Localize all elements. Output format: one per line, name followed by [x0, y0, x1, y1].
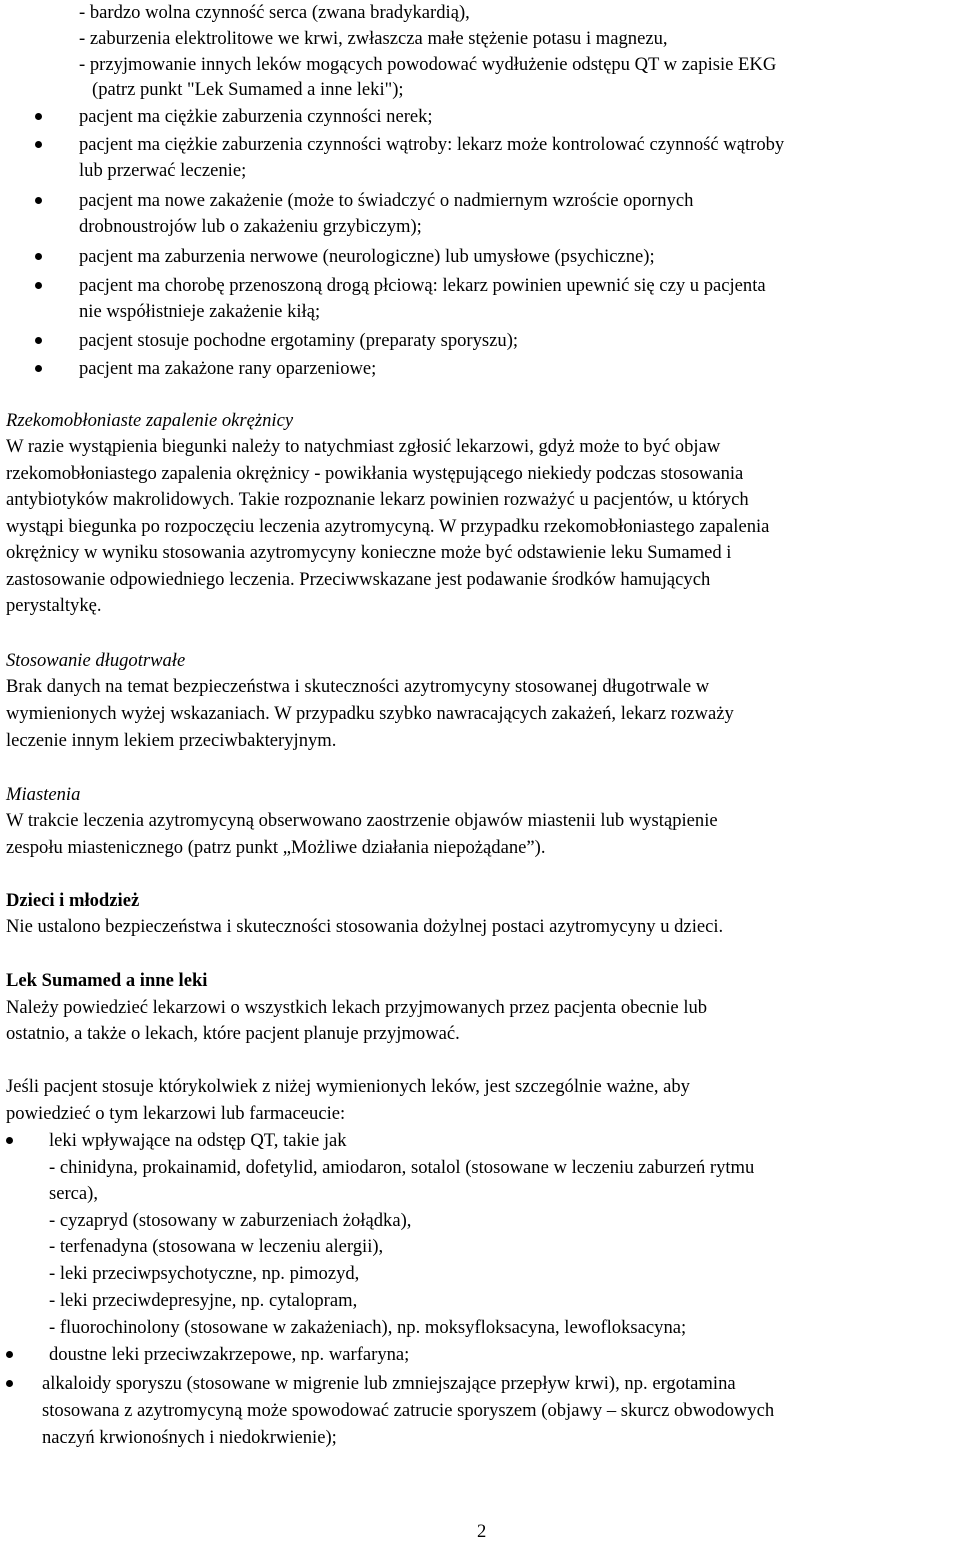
bullet-icon: [35, 253, 42, 260]
dash-item: - zaburzenia elektrolitowe we krwi, zwłaszcza małe stężenie potasu i magnezu,: [79, 28, 668, 49]
paragraph-line: wymienionych wyżej wskazaniach. W przypadku szybko nawracających zakażeń, lekarz rozważy: [6, 703, 734, 724]
bullet-icon: [35, 365, 42, 372]
bullet-icon: [6, 1380, 13, 1387]
section-heading: Lek Sumamed a inne leki: [6, 970, 208, 991]
dash-item: - terfenadyna (stosowana w leczeniu alergii),: [49, 1236, 384, 1257]
dash-item: - przyjmowanie innych leków mogących powodować wydłużenie odstępu QT w zapisie EKG: [79, 54, 777, 75]
paragraph-line: Brak danych na temat bezpieczeństwa i skuteczności azytromycyny stosowanej długotrwale w: [6, 676, 710, 697]
bullet-icon: [6, 1137, 13, 1144]
paragraph-line: rzekomobłoniastego zapalenia okrężnicy - powikłania występującego niekiedy podczas stosowania: [6, 463, 744, 484]
section-heading: Dzieci i młodzież: [6, 890, 140, 911]
bullet-icon: [35, 337, 42, 344]
bullet-icon: [35, 282, 42, 289]
bullet-icon: [35, 197, 42, 204]
paragraph-line: okrężnicy w wyniku stosowania azytromycyny konieczne może być odstawienie leku Sumamed i: [6, 542, 732, 563]
dash-item: - leki przeciwpsychotyczne, np. pimozyd,: [49, 1263, 360, 1284]
dash-item-continued: serca),: [49, 1183, 99, 1204]
bullet-icon: [6, 1351, 13, 1358]
paragraph-line: perystaltykę.: [6, 595, 102, 616]
list-item: pacjent ma nowe zakażenie (może to świadczyć o nadmiernym wzroście opornych: [79, 190, 694, 211]
paragraph-line: Jeśli pacjent stosuje którykolwiek z niżej wymienionych leków, jest szczególnie ważne, aby: [6, 1076, 690, 1097]
list-item-continued: nie współistnieje zakażenie kiłą;: [79, 301, 321, 322]
paragraph-line: leczenie innym lekiem przeciwbakteryjnym.: [6, 730, 337, 751]
list-item-continued: naczyń krwionośnych i niedokrwienie);: [42, 1427, 337, 1448]
paragraph-line: powiedzieć o tym lekarzowi lub farmaceucie:: [6, 1103, 346, 1124]
dash-item: (patrz punkt "Lek Sumamed a inne leki");: [92, 79, 404, 100]
section-heading: Stosowanie długotrwałe: [6, 650, 186, 671]
section-heading: Miastenia: [6, 784, 81, 805]
list-item: pacjent stosuje pochodne ergotaminy (preparaty sporyszu);: [79, 330, 519, 351]
dash-item: - cyzapryd (stosowany w zaburzeniach żołądka),: [49, 1210, 412, 1231]
bullet-icon: [35, 113, 42, 120]
list-item: pacjent ma ciężkie zaburzenia czynności nerek;: [79, 106, 433, 127]
bullet-icon: [35, 141, 42, 148]
list-item-continued: drobnoustrojów lub o zakażeniu grzybiczym);: [79, 216, 422, 237]
paragraph-line: zastosowanie odpowiedniego leczenia. Przeciwwskazane jest podawanie środków hamujących: [6, 569, 711, 590]
list-item: leki wpływające na odstęp QT, takie jak: [49, 1130, 347, 1151]
list-item-continued: lub przerwać leczenie;: [79, 160, 247, 181]
list-item: pacjent ma zaburzenia nerwowe (neurologiczne) lub umysłowe (psychiczne);: [79, 246, 655, 267]
paragraph-line: Nie ustalono bezpieczeństwa i skuteczności stosowania dożylnej postaci azytromycyny u dzieci.: [6, 916, 724, 937]
paragraph-line: W trakcie leczenia azytromycyną obserwowano zaostrzenie objawów miastenii lub wystąpienie: [6, 810, 718, 831]
list-item: doustne leki przeciwzakrzepowe, np. warfaryna;: [49, 1344, 410, 1365]
list-item: pacjent ma chorobę przenoszoną drogą płciową: lekarz powinien upewnić się czy u pacjenta: [79, 275, 766, 296]
dash-item: - bardzo wolna czynność serca (zwana bradykardią),: [79, 2, 470, 23]
dash-item: - fluorochinolony (stosowane w zakażeniach), np. moksyfloksacyna, lewofloksacyna;: [49, 1317, 687, 1338]
list-item: alkaloidy sporyszu (stosowane w migrenie lub zmniejszające przepływ krwi), np. ergotamina: [42, 1373, 736, 1394]
paragraph-line: W razie wystąpienia biegunki należy to natychmiast zgłosić lekarzowi, gdyż może to być objaw: [6, 436, 721, 457]
list-item-continued: stosowana z azytromycyną może spowodować zatrucie sporyszem (objawy – skurcz obwodowych: [42, 1400, 775, 1421]
dash-item: - leki przeciwdepresyjne, np. cytalopram,: [49, 1290, 358, 1311]
page-number: 2: [477, 1521, 487, 1542]
section-heading: Rzekomobłoniaste zapalenie okrężnicy: [6, 410, 294, 431]
paragraph-line: zespołu miastenicznego (patrz punkt „Możliwe działania niepożądane”).: [6, 837, 546, 858]
dash-item: - chinidyna, prokainamid, dofetylid, amiodaron, sotalol (stosowane w leczeniu zaburzeń rytmu: [49, 1157, 755, 1178]
paragraph-line: antybiotyków makrolidowych. Takie rozpoznanie lekarz powinien rozważyć u pacjentów, u których: [6, 489, 749, 510]
paragraph-line: ostatnio, a także o lekach, które pacjent planuje przyjmować.: [6, 1023, 460, 1044]
list-item: pacjent ma ciężkie zaburzenia czynności wątroby: lekarz może kontrolować czynność wątroby: [79, 134, 785, 155]
list-item: pacjent ma zakażone rany oparzeniowe;: [79, 358, 377, 379]
paragraph-line: Należy powiedzieć lekarzowi o wszystkich lekach przyjmowanych przez pacjenta obecnie lub: [6, 997, 708, 1018]
paragraph-line: wystąpi biegunka po rozpoczęciu leczenia azytromycyną. W przypadku rzekomobłoniastego zapalenia: [6, 516, 770, 537]
